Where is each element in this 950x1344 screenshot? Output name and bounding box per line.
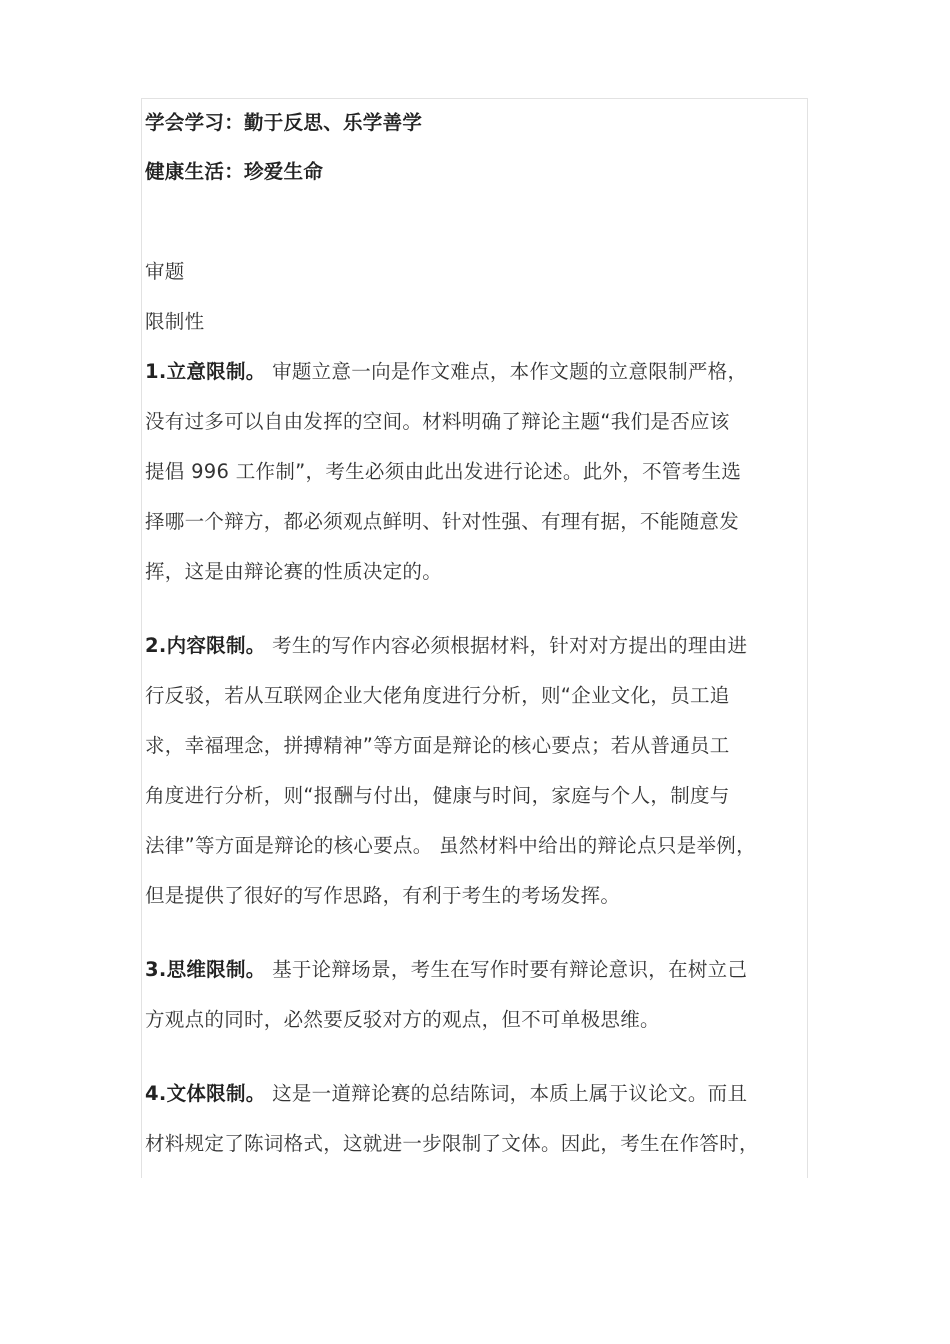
heading-healthy-life: 健康生活：珍爱生命	[145, 160, 324, 183]
paragraph-line: 材料规定了陈词格式，这就进一步限制了文体。因此，考生在作答时，	[145, 1132, 759, 1155]
item-1-line-1	[145, 359, 747, 385]
item-3-line-1	[145, 957, 747, 983]
subsection-title: 限制性	[145, 310, 205, 333]
item-3-label: 3.思维限制。	[145, 958, 266, 981]
item-1-text: 审题立意一向是作文难点，本作文题的立意限制严格，	[265, 360, 748, 383]
item-4-text: 这是一道辩论赛的总结陈词，本质上属于议论文。而且	[265, 1082, 748, 1105]
paragraph-line: 角度进行分析，则“报酬与付出，健康与时间，家庭与个人，制度与	[145, 784, 730, 807]
item-4-label: 4.文体限制。	[145, 1082, 266, 1105]
paragraph-line: 但是提供了很好的写作思路，有利于考生的考场发挥。	[145, 884, 621, 907]
paragraph-line: 挥，这是由辩论赛的性质决定的。	[145, 560, 443, 583]
section-title: 审题	[145, 260, 185, 283]
item-2-label: 2.内容限制。	[145, 634, 266, 657]
paragraph-line: 方观点的同时，必然要反驳对方的观点，但不可单极思维。	[145, 1008, 660, 1031]
item-2-line-1	[145, 633, 747, 659]
item-4-line-1	[145, 1081, 747, 1107]
item-1-label: 1.立意限制。	[145, 360, 266, 383]
paragraph-line: 没有过多可以自由发挥的空间。材料明确了辩论主题“我们是否应该	[145, 410, 730, 433]
paragraph-line: 行反驳，若从互联网企业大佬角度进行分析，则“企业文化，员工追	[145, 684, 730, 707]
paragraph-line: 择哪一个辩方，都必须观点鲜明、针对性强、有理有据，不能随意发	[145, 510, 740, 533]
item-2-text: 考生的写作内容必须根据材料，针对对方提出的理由进	[265, 634, 748, 657]
heading-learn-to-learn: 学会学习：勤于反思、乐学善学	[145, 111, 423, 134]
item-3-text: 基于论辩场景，考生在写作时要有辩论意识，在树立己	[265, 958, 748, 981]
paragraph-line: 求，幸福理念，拼搏精神”等方面是辩论的核心要点；若从普通员工	[145, 734, 730, 757]
paragraph-line: 法律”等方面是辩论的核心要点。 虽然材料中给出的辩论点只是举例，	[145, 834, 756, 857]
paragraph-line: 提倡 996 工作制”，考生必须由此出发进行论述。此外，不管考生选	[145, 460, 742, 483]
